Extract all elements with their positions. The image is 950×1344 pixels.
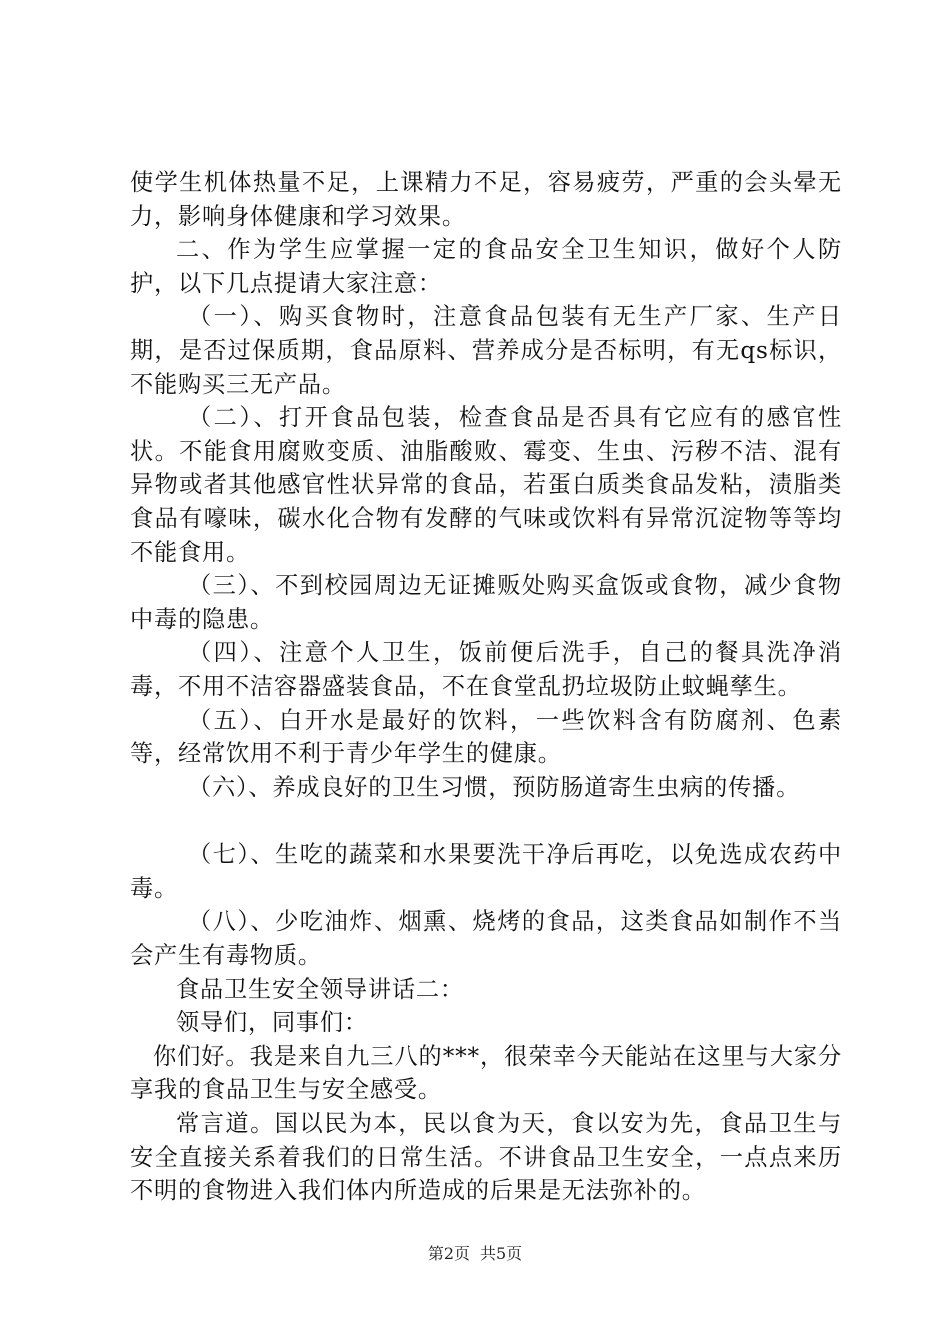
paragraph-item-7: （七）、生吃的蔬菜和水果要洗干净后再吃，以免选成农药中毒。 <box>130 841 842 902</box>
page-footer <box>0 1244 950 1264</box>
paragraph-item-4: （四）、注意个人卫生，饭前便后洗手，自己的餐具洗净消毒，不用不洁容器盛装食品，不在食堂乱扔垃圾防止蚊蝇孳生。 <box>130 639 842 700</box>
paragraph-item-2: （二）、打开食品包装，检查食品是否具有它应有的感官性状。不能食用腐败变质、油脂酸败、霉变、生虫、污秽不洁、混有异物或者其他感官性状异常的食品，若蛋白质类食品发粘，渍脂类食品有嚎味，碳水化合物有发酵的气味或饮料有异常沉淀物等等均不能食用。 <box>130 404 842 566</box>
paragraph-item-3: （三）、不到校园周边无证摊贩处购买盒饭或食物，减少食物中毒的隐患。 <box>130 572 842 633</box>
speech-greeting: 你们好。我是来自九三八的***，很荣幸今天能站在这里与大家分享我的食品卫生与安全感受。 <box>130 1042 842 1104</box>
paragraph-item-1: （一）、购买食物时，注意食品包装有无生产厂家、生产日期，是否过保质期，食品原料、营养成分是否标明，有无qs标识，不能购买三无产品。 <box>130 303 842 398</box>
paragraph-continuation: 使学生机体热量不足，上课精力不足，容易疲劳，严重的会头晕无力，影响身体健康和学习效果。 <box>130 169 842 230</box>
paragraph-item-8: （八）、少吃油炸、烟熏、烧烤的食品，这类食品如制作不当会产生有毒物质。 <box>130 908 842 970</box>
page-number: 第2页 <box>427 1244 470 1263</box>
paragraph-item-6: （六）、养成良好的卫生习惯，预防肠道寄生虫病的传播。 <box>188 773 801 801</box>
speech-salutation: 领导们，同事们： <box>176 1009 368 1037</box>
paragraph-section-two: 二、作为学生应掌握一定的食品安全卫生知识，做好个人防护，以下几点提请大家注意： <box>130 236 842 297</box>
speech-heading: 食品卫生安全领导讲话二： <box>176 975 464 1003</box>
page-total: 共5页 <box>480 1244 523 1263</box>
paragraph-item-5: （五）、白开水是最好的饮料，一些饮料含有防腐剂、色素等，经常饮用不利于青少年学生的健康。 <box>130 706 842 768</box>
speech-paragraph: 常言道。国以民为本，民以食为天，食以安为先，食品卫生与安全直接关系着我们的日常生活。不讲食品卫生安全，一点点来历不明的食物进入我们体内所造成的后果是无法弥补的。 <box>130 1110 842 1205</box>
document-body <box>130 166 842 1208</box>
